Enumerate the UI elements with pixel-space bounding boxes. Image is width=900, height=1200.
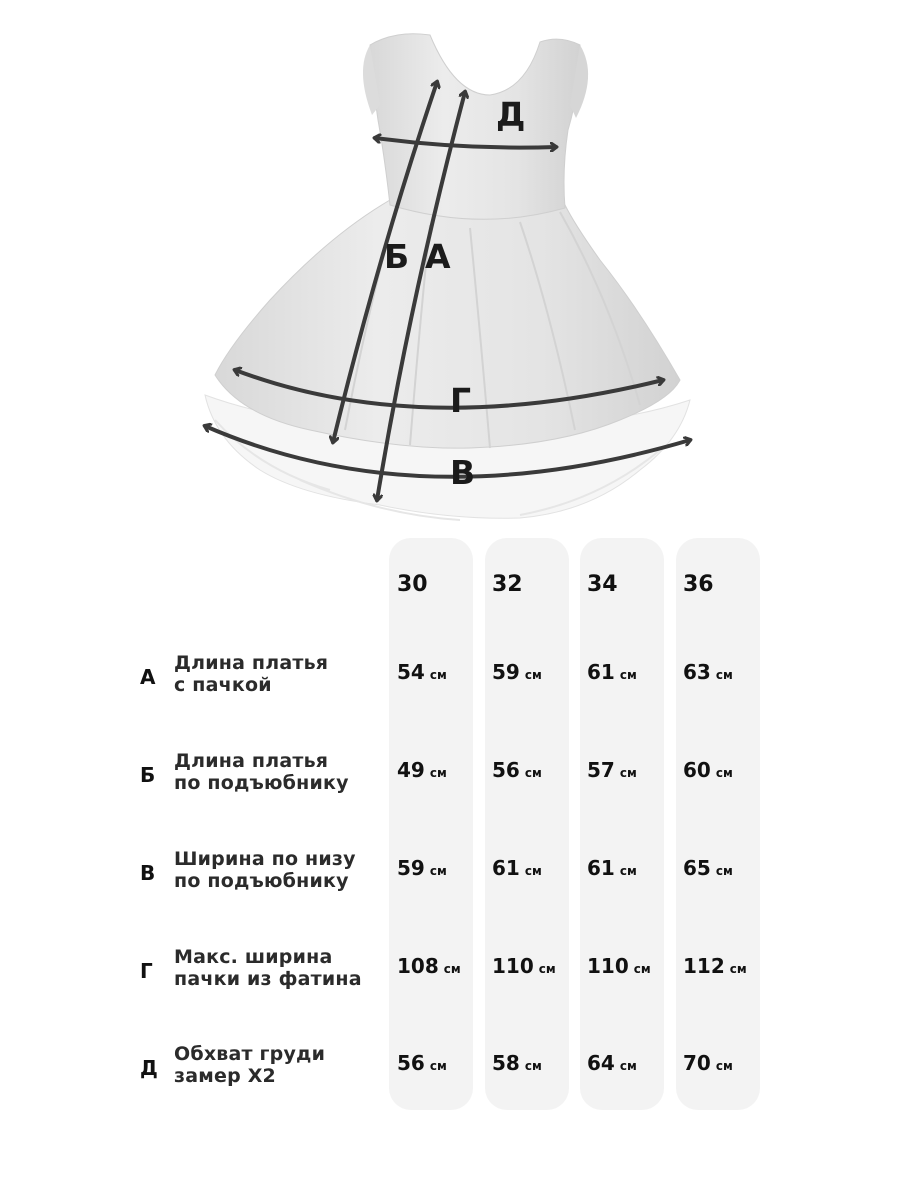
measurement-unit: см bbox=[619, 1059, 637, 1073]
measurement-cell bbox=[492, 856, 542, 880]
measurement-cell bbox=[683, 660, 733, 684]
measurement-cell bbox=[587, 1051, 637, 1075]
measurement-cell bbox=[492, 660, 542, 684]
measurement-value: 112 bbox=[683, 954, 725, 978]
measurement-cell bbox=[683, 758, 733, 782]
measurement-unit: см bbox=[715, 864, 733, 878]
row-label-line: с пачкой bbox=[174, 674, 272, 696]
size-header-32: 32 bbox=[492, 572, 523, 597]
size-column-bg bbox=[676, 538, 760, 1110]
row-letter: Д bbox=[140, 1056, 158, 1080]
size-header-30: 30 bbox=[397, 572, 428, 597]
measurement-value: 61 bbox=[587, 856, 615, 880]
measurement-cell bbox=[683, 1051, 733, 1075]
measurement-value: 61 bbox=[587, 660, 615, 684]
diagram-label-g: Г bbox=[450, 381, 472, 420]
measurement-cell bbox=[587, 660, 637, 684]
measurement-unit: см bbox=[524, 1059, 542, 1073]
measurement-cell bbox=[397, 954, 461, 978]
measurement-unit: см bbox=[619, 668, 637, 682]
measurement-value: 54 bbox=[397, 660, 425, 684]
row-label-line: по подъюбнику bbox=[174, 772, 349, 794]
measurement-cell bbox=[397, 758, 447, 782]
measurement-unit: см bbox=[619, 864, 637, 878]
row-label-line: пачки из фатина bbox=[174, 968, 362, 990]
measurement-value: 56 bbox=[492, 758, 520, 782]
row-label-line: замер Х2 bbox=[174, 1065, 276, 1087]
table-row bbox=[0, 848, 900, 908]
size-header-34: 34 bbox=[587, 572, 618, 597]
row-letter: Б bbox=[140, 763, 156, 787]
measurement-unit: см bbox=[429, 766, 447, 780]
measurement-value: 110 bbox=[492, 954, 534, 978]
measurement-value: 70 bbox=[683, 1051, 711, 1075]
dress-measurement-diagram bbox=[0, 0, 900, 540]
measurement-cell bbox=[492, 1051, 542, 1075]
measurement-unit: см bbox=[429, 668, 447, 682]
row-label-line: по подъюбнику bbox=[174, 870, 349, 892]
measurement-value: 110 bbox=[587, 954, 629, 978]
measurement-value: 59 bbox=[492, 660, 520, 684]
measurement-unit: см bbox=[429, 864, 447, 878]
row-label bbox=[174, 848, 384, 892]
measurement-cell bbox=[587, 954, 651, 978]
row-label bbox=[174, 652, 384, 696]
measurement-unit: см bbox=[524, 864, 542, 878]
measurement-value: 108 bbox=[397, 954, 439, 978]
measurement-unit: см bbox=[429, 1059, 447, 1073]
measurement-value: 64 bbox=[587, 1051, 615, 1075]
measurement-cell bbox=[397, 1051, 447, 1075]
row-label bbox=[174, 750, 384, 794]
row-label-line: Ширина по низу bbox=[174, 848, 356, 870]
measurement-cell bbox=[683, 954, 747, 978]
measurement-cell bbox=[397, 660, 447, 684]
measurement-unit: см bbox=[619, 766, 637, 780]
measurement-value: 58 bbox=[492, 1051, 520, 1075]
measurement-value: 63 bbox=[683, 660, 711, 684]
measurement-unit: см bbox=[715, 1059, 733, 1073]
measurement-value: 61 bbox=[492, 856, 520, 880]
row-letter: В bbox=[140, 861, 156, 885]
measurement-unit: см bbox=[633, 962, 651, 976]
row-label-line: Длина платья bbox=[174, 750, 329, 772]
row-label bbox=[174, 946, 384, 990]
measurement-cell bbox=[492, 758, 542, 782]
size-column-bg bbox=[389, 538, 473, 1110]
measurement-unit: см bbox=[524, 766, 542, 780]
row-letter: Г bbox=[140, 959, 153, 983]
diagram-label-a: А bbox=[425, 237, 451, 276]
diagram-label-d: Д bbox=[496, 95, 526, 134]
row-letter: А bbox=[140, 665, 156, 689]
measurement-unit: см bbox=[729, 962, 747, 976]
table-row bbox=[0, 652, 900, 712]
measurement-value: 59 bbox=[397, 856, 425, 880]
measurement-unit: см bbox=[715, 668, 733, 682]
measurement-unit: см bbox=[524, 668, 542, 682]
measurement-value: 49 bbox=[397, 758, 425, 782]
size-column-bg bbox=[580, 538, 664, 1110]
measurement-value: 65 bbox=[683, 856, 711, 880]
table-row bbox=[0, 946, 900, 1006]
measurement-value: 60 bbox=[683, 758, 711, 782]
measurement-value: 56 bbox=[397, 1051, 425, 1075]
row-label-line: Макс. ширина bbox=[174, 946, 333, 968]
measurement-value: 57 bbox=[587, 758, 615, 782]
measurement-cell bbox=[587, 856, 637, 880]
measurement-unit: см bbox=[715, 766, 733, 780]
measurement-cell bbox=[587, 758, 637, 782]
size-header-36: 36 bbox=[683, 572, 714, 597]
table-row bbox=[0, 1043, 900, 1103]
row-label-line: Длина платья bbox=[174, 652, 329, 674]
row-label bbox=[174, 1043, 384, 1087]
row-label-line: Обхват груди bbox=[174, 1043, 326, 1065]
diagram-label-v: В bbox=[450, 453, 476, 492]
table-row bbox=[0, 750, 900, 810]
measurement-cell bbox=[397, 856, 447, 880]
measurement-cell bbox=[683, 856, 733, 880]
measurement-unit: см bbox=[443, 962, 461, 976]
diagram-label-b: Б bbox=[384, 237, 410, 276]
size-column-bg bbox=[485, 538, 569, 1110]
measurement-unit: см bbox=[538, 962, 556, 976]
measurement-cell bbox=[492, 954, 556, 978]
